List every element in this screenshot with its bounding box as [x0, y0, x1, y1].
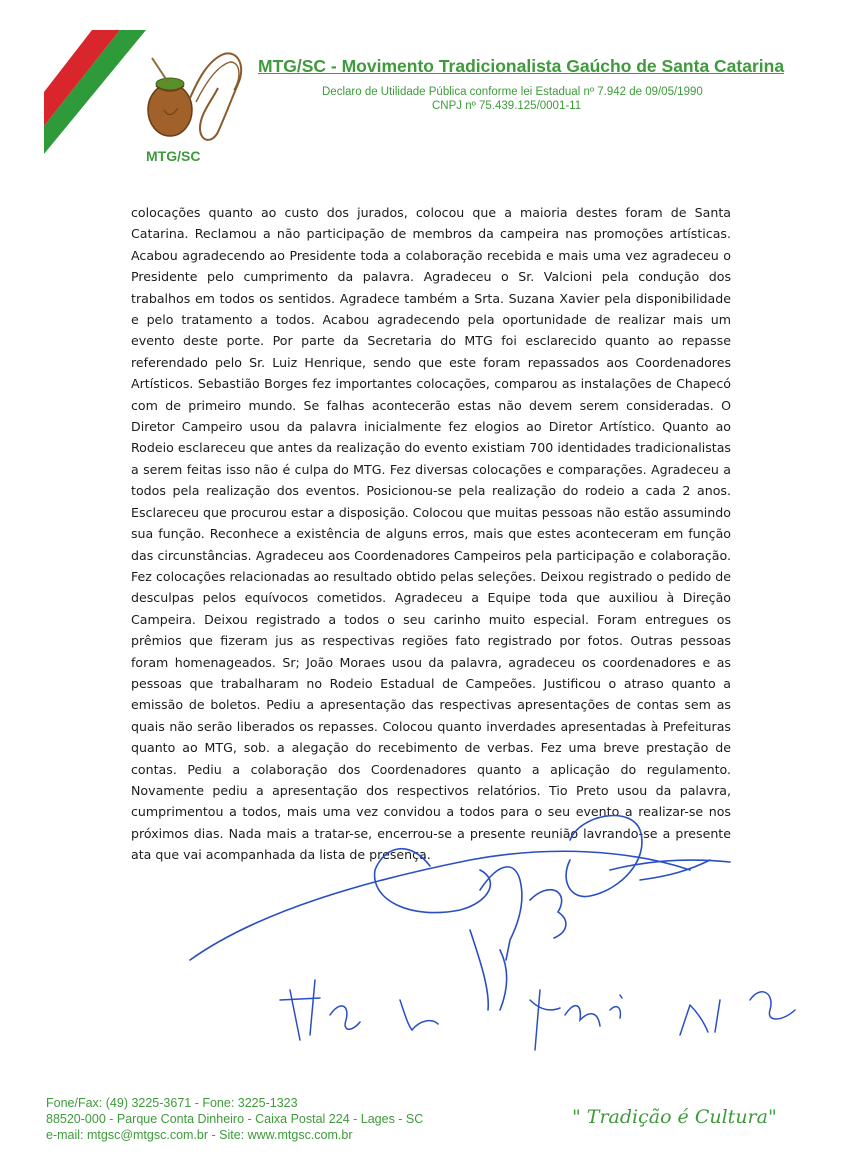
footer-phone: Fone/Fax: (49) 3225-3671 - Fone: 3225-1323: [46, 1096, 298, 1110]
footer-contact: e-mail: mtgsc@mtgsc.com.br - Site: www.mtgsc.com.br: [46, 1128, 353, 1142]
handwritten-signatures: [170, 800, 820, 1060]
cnpj-text: CNPJ nº 75.439.125/0001-11: [432, 100, 582, 112]
footer-address: 88520-000 - Parque Conta Dinheiro - Caixa Postal 224 - Lages - SC: [46, 1112, 424, 1126]
logo-label: MTG/SC: [146, 148, 201, 164]
motto: " Tradição é Cultura": [572, 1106, 777, 1128]
org-title: MTG/SC - Movimento Tradicionalista Gaúcho de Santa Catarina: [258, 56, 785, 76]
chimarrao-gourd-icon: [138, 40, 250, 152]
declaration-text: Declaro de Utilidade Pública conforme lei Estadual nº 7.942 de 09/05/1990: [322, 86, 703, 98]
minutes-body-text: colocações quanto ao custo dos jurados, colocou que a maioria destes foram de Santa Catarina. Reclamou a não participação de membros da campeira nas promoções artísticas. Acabou agradecendo ao Presidente toda a colaboração recebida e mais uma vez agradeceu o Presidente pelo cumprimento da palavra. Agradeceu o Sr. Valcioni pela condução dos trabalhos em todos os sentidos. Agradece também a Srta. Suzana Xavier pela disponibilidade e pelo tratamento a todos. Acabou agradecendo pela oportunidade de realizar mais um evento deste porte. Por parte da Secretaria do MTG foi esclarecido quanto ao repasse referendado pelo Sr. Luiz Henrique, sendo que este foram repassados aos Coordenadores Artísticos. Sebastião Borges fez importantes colocações, comparou as instalações de Chapecó com de primeiro mundo. Se falhas acontecerão estas não devem serem consideradas. O Diretor Campeiro usou da palavra inicialmente fez elogios ao Diretor Artístico. Quanto ao Rodeio esclareceu que antes da realização do evento existiam 700 identidades tradicionalistas a serem feitas isso não é culpa do MTG. Fez diversas colocações e comparações. Agradeceu a todos pela realização dos eventos. Posicionou-se pela realização do rodeio a cada 2 anos. Esclareceu que procurou estar a disposição. Colocou que muitas pessoas não estão assumindo sua função. Reconhece a existência de alguns erros, mais que estes aconteceram em função das circunstâncias. Agradeceu aos Coordenadores Campeiros pela participação e colaboração. Fez colocações relacionadas ao resultado obtido pelas seleções. Deixou registrado o pedido de desculpas pelos equívocos cometidos. Agradeceu a Equipe toda que auxiliou à Direção Campeira. Deixou registrado a todos o seu carinho muito especial. Foram entregues os prêmios que fizeram jus as respectivas regiões fato registrado por fotos. Outras pessoas foram homenageados. Sr; João Moraes usou da palavra, agradeceu os coordenadores e as pessoas que trabalharam no Rodeio Estadual de Campeões. Justificou o atraso quanto a emissão de boletos. Pediu a apresentação das respectivas apresentações de contas sem as quais não serão liberados os repasses. Colocou quanto inverdades apresentadas à Prefeituras quanto ao MTG, sob. a alegação do recebimento de verbas. Fez uma breve prestação de contas. Pediu a colaboração dos Coordenadores quanto a aplicação do regulamento. Novamente pediu a apresentação dos respectivos relatórios. Tio Preto usou da palavra, cumprimentou a todos, mais uma vez convidou a todos para o seu evento a realizar-se nos próximos dias. Nada mais a tratar-se, encerrou-se a presente reunião lavrando-se a presente ata que vai acompanhada da lista de presença.: [131, 205, 731, 863]
flag-stripes-icon: [0, 0, 160, 160]
